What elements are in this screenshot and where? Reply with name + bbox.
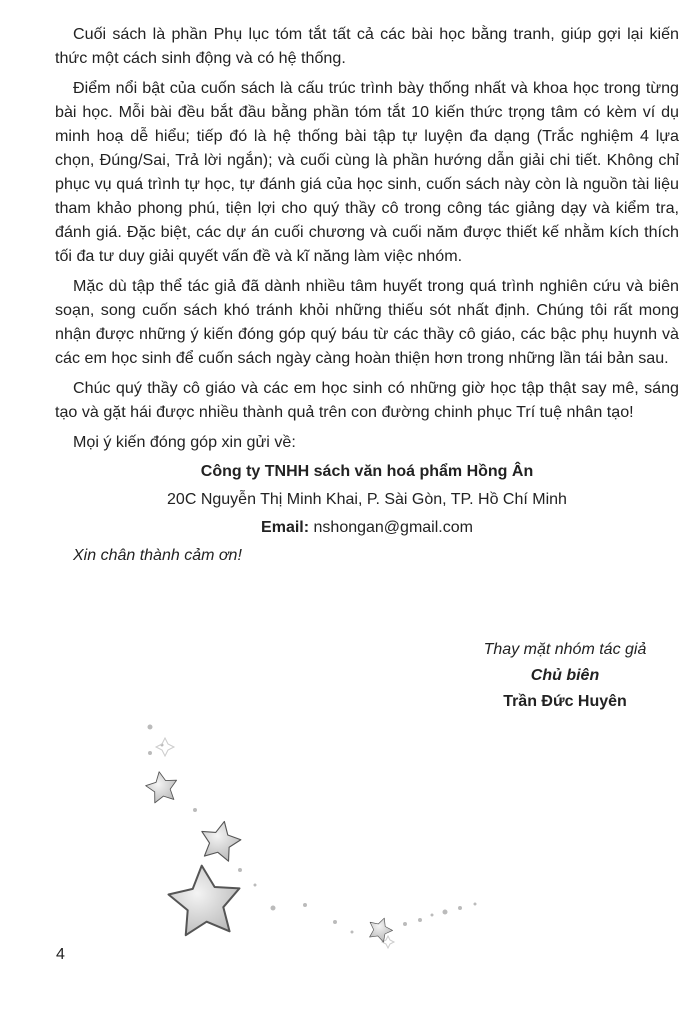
signature-role: Chủ biên [530, 667, 600, 684]
contact-address: 20C Nguyễn Thị Minh Khai, P. Sài Gòn, TP. Hồ Chí Minh [167, 491, 567, 508]
email-label: Email: [261, 519, 310, 536]
thanks-line: Xin chân thành cảm ơn! [73, 547, 242, 564]
paragraph-structure: Điểm nổi bật của cuốn sách là cấu trúc trình bày thống nhất và khoa học trong từng bài học. Mỗi bài đều bắt đầu bằng phần tóm tắt 10 kiến thức trọng tâm có kèm ví dụ minh hoạ dễ hiểu; tiếp đó là hệ thống bài tập tự luyện đa dạng (Trắc nghiệm 4 lựa chọn, Đúng/Sai, Trả lời ngắn); và cuối cùng là phần hướng dẫn giải chi tiết. Không chỉ phục vụ quá trình tự học, tự đánh giá của học sinh, cuốn sách này còn là nguồn tài liệu tham khảo phong phú, tiện lợi cho quý thầy cô trong công tác giảng dạy và kiểm tra, đánh giá. Đặc biệt, các dự án cuối chương và cuối năm được thiết kế nhằm kích thích tối đa tư duy giải quyết vấn đề và kĩ năng làm việc nhóm. [55, 79, 679, 265]
email-address: nshongan@gmail.com [313, 519, 473, 536]
paragraph-contact-intro: Mọi ý kiến đóng góp xin gửi về: [73, 433, 296, 451]
page-number: 4 [56, 946, 65, 963]
contact-company: Công ty TNHH sách văn hoá phẩm Hồng Ân [200, 463, 534, 480]
stars-decoration-icon [0, 700, 697, 960]
paragraph-wishes: Chúc quý thầy cô giáo và các em học sinh có những giờ học tập thật say mê, sáng tạo và gặt hái được nhiều thành quả trên con đường chinh phục Trí tuệ nhân tạo! [55, 379, 679, 421]
paragraph-appendix: Cuối sách là phần Phụ lục tóm tắt tất cả các bài học bằng tranh, giúp gợi lại kiến thức một cách sinh động và có hệ thống. [55, 25, 679, 67]
contact-email-line [55, 514, 679, 542]
medium-star-icon [197, 817, 244, 862]
tiny-star-icon [365, 914, 395, 944]
large-star-icon [166, 863, 243, 937]
paragraph-feedback: Mặc dù tập thể tác giả đã dành nhiều tâm huyết trong quá trình nghiên cứu và biên soạn, song cuốn sách khó tránh khỏi những thiếu sót nhất định. Chúng tôi rất mong nhận được những ý kiến đóng góp quý báu từ các thầy cô giáo, các bậc phụ huynh và các em học sinh để cuốn sách ngày càng hoàn thiện hơn trong những lần tái bản sau. [55, 277, 679, 367]
signature-on-behalf: Thay mặt nhóm tác giả [483, 641, 647, 658]
page-body [55, 22, 679, 568]
small-star-icon [144, 769, 180, 804]
signature-name: Trần Đức Huyên [503, 693, 627, 710]
